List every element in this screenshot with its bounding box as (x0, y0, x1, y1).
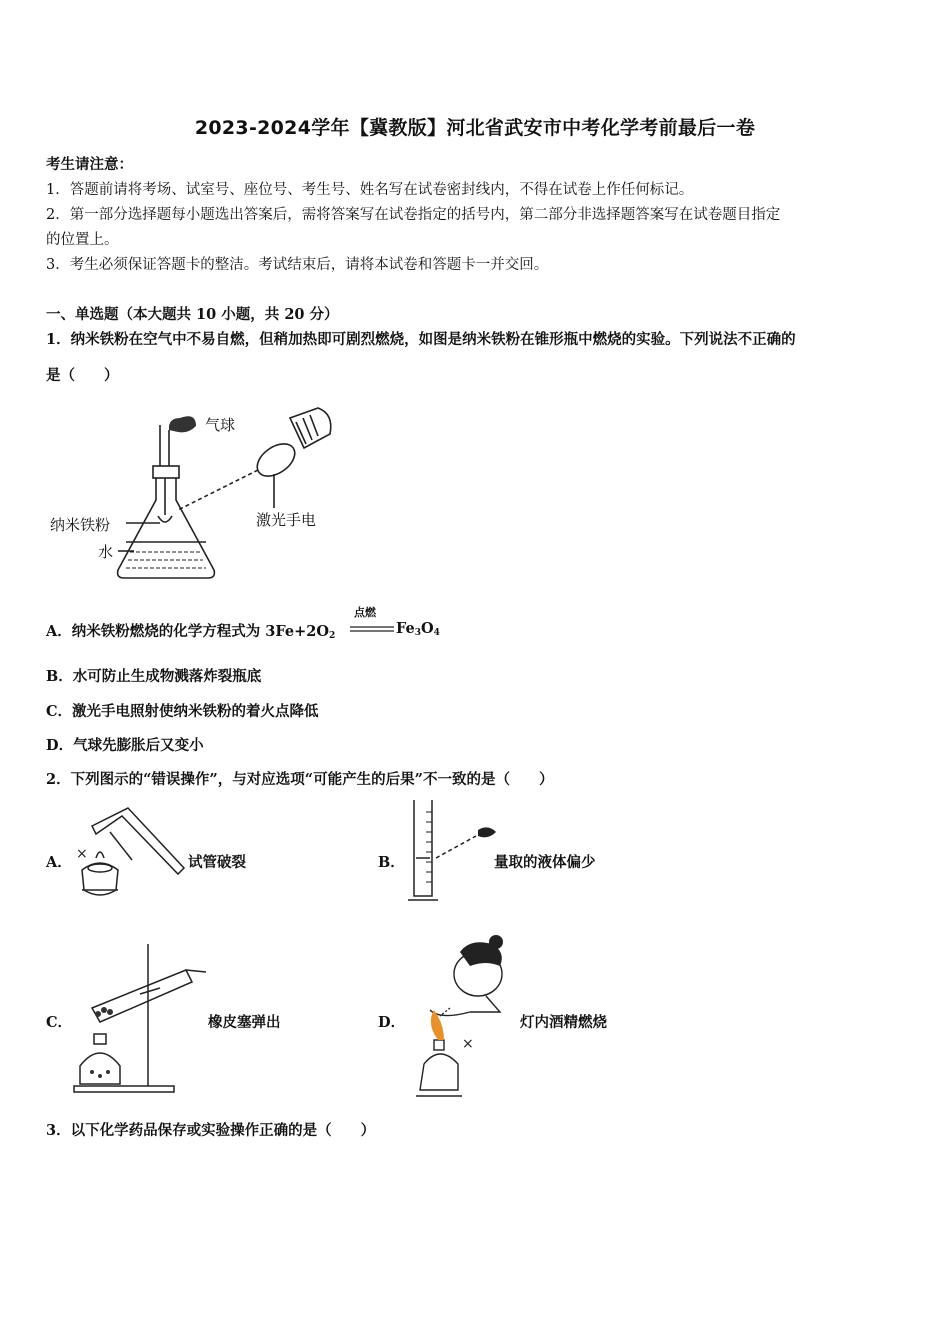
q1-stem-cont: 是（ ） (46, 367, 119, 384)
product-fe: Fe (396, 620, 415, 637)
notice-item-2-cont: 的位置上。 (46, 232, 119, 248)
product-sub3: 3 (414, 628, 421, 638)
q2-option-a-text: 试管破裂 (188, 854, 246, 871)
q2-option-c-letter: C． (46, 1014, 73, 1031)
q2-option-d-text: 灯内酒精燃烧 (520, 1014, 607, 1031)
q3-stem: 3．以下化学药品保存或实验操作正确的是（ ） (46, 1122, 376, 1139)
label-laser-torch: 激光手电 (256, 511, 317, 529)
notice-heading: 考生请注意： (46, 156, 133, 173)
q2-option-b-letter: B． (378, 854, 405, 871)
q2-option-c-text: 橡皮塞弹出 (208, 1014, 281, 1031)
q1-option-a-text: A．纳米铁粉燃烧的化学方程式为 3Fe+2O (46, 623, 329, 640)
label-nano-iron: 纳米铁粉 (50, 516, 111, 534)
notice-item-2: 2．第一部分选择题每小题选出答案后，需将答案写在试卷指定的括号内，第二部分非选择题答案写在试卷题目指定 (46, 207, 781, 223)
label-water: 水 (98, 543, 114, 561)
section-heading: 一、单选题（本大题共 10 小题，共 20 分） (46, 306, 339, 323)
q1-stem: 1．纳米铁粉在空气中不易自燃，但稍加热即可剧烈燃烧，如图是纳米铁粉在锥形瓶中燃烧的实验。下列说法不正确的 (46, 331, 796, 348)
q2-option-d-letter: D． (378, 1014, 406, 1031)
notice-item-1: 1．答题前请将考场、试室号、座位号、考生号、姓名写在试卷密封线内，不得在试卷上作任何标记。 (46, 182, 694, 198)
cross-mark-d: × (462, 1036, 474, 1052)
product-o: O (421, 620, 434, 637)
product-sub4: 4 (433, 628, 440, 638)
q2-stem: 2．下列图示的“错误操作”，与对应选项“可能产生的后果”不一致的是（ ） (46, 771, 554, 788)
q2-option-a-letter: A． (46, 854, 72, 871)
q1-option-b: B．水可防止生成物溅落炸裂瓶底 (46, 668, 262, 685)
q1-option-c: C．激光手电照射使纳米铁粉的着火点降低 (46, 703, 319, 720)
q2-option-b-text: 量取的液体偏少 (494, 854, 596, 871)
label-balloon: 气球 (205, 416, 236, 434)
q1-option-d: D．气球先膨胀后又变小 (46, 737, 204, 754)
notice-item-3: 3．考生必须保证答题卡的整洁。考试结束后，请将本试卷和答题卡一并交回。 (46, 257, 549, 273)
q1-option-a-sub2: 2 (328, 631, 336, 641)
cross-mark-a: × (76, 846, 88, 862)
reaction-condition: 点燃 (354, 606, 376, 619)
page-title: 2023-2024学年【冀教版】河北省武安市中考化学考前最后一卷 (194, 117, 756, 139)
